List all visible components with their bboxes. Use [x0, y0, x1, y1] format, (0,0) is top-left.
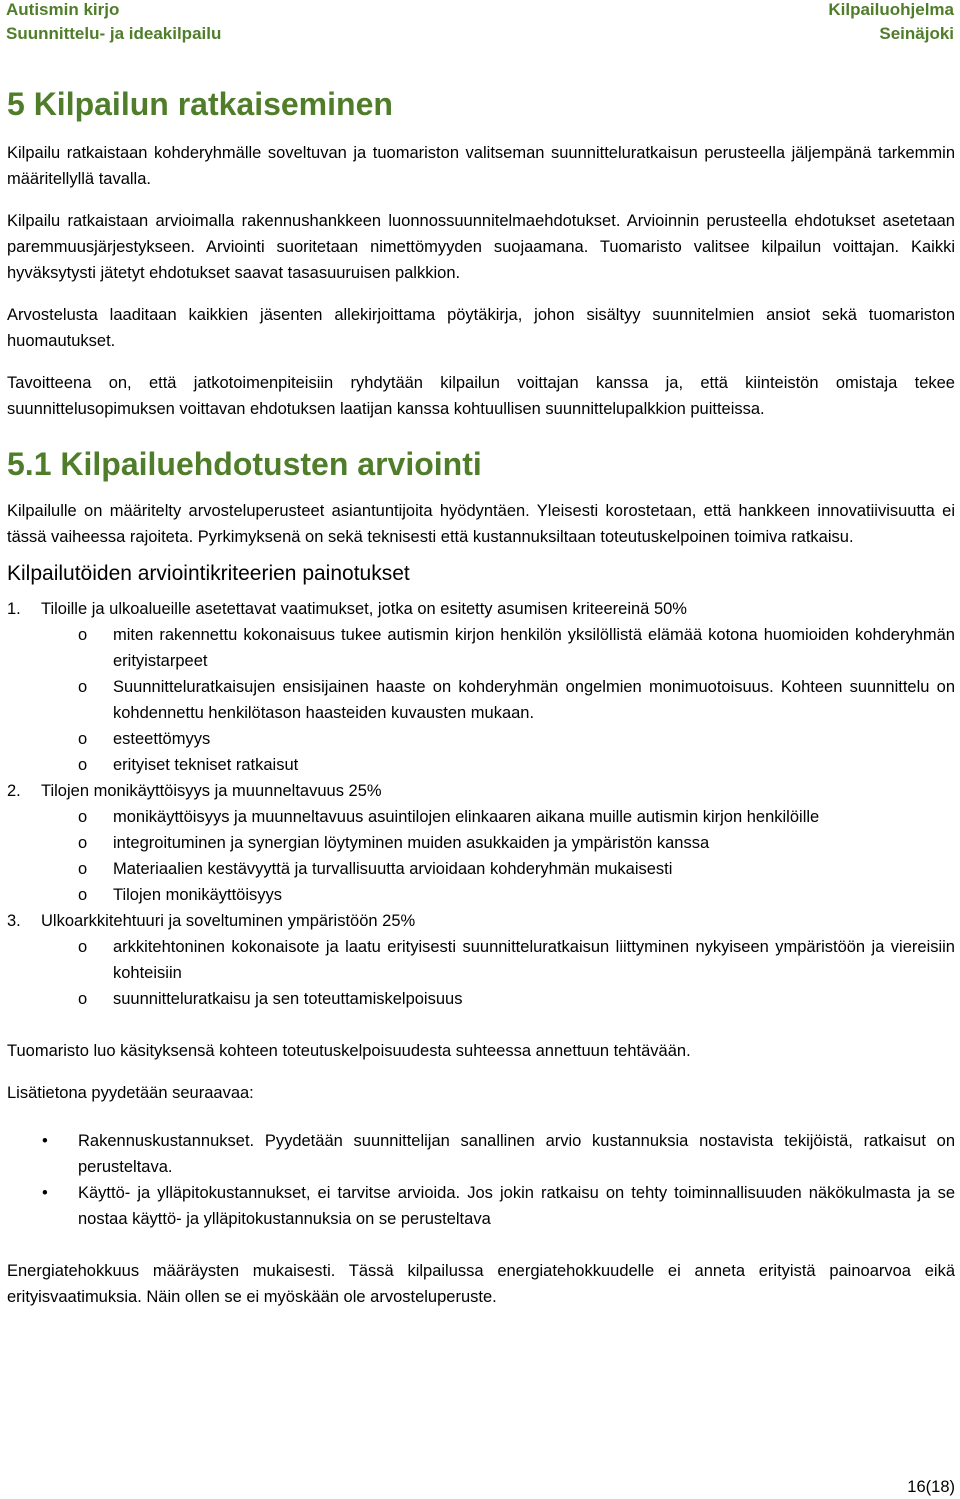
header-city: Seinäjoki: [879, 24, 954, 43]
bullet-icon: •: [42, 1184, 48, 1202]
extra-info-item: • Rakennuskustannukset. Pyydetään suunnittelijan sanallinen arvio kustannuksia nostavista tekijöistä, ratkaisut on perusteltava.: [7, 1128, 955, 1180]
extra-info-intro: Lisätietona pyydetään seuraavaa:: [7, 1084, 254, 1102]
header-competition-type: Suunnittelu- ja ideakilpailu: [6, 24, 222, 43]
criterion-text: Tilojen monikäyttöisyys ja muunneltavuus 25%: [41, 782, 382, 800]
subsection-intro: Kilpailulle on määritelty arvosteluperusteet asiantuntijoita hyödyntäen. Yleisesti korostetaan, että hankkeen innovatiivisuutta ei tässä vaiheessa rajoiteta. Pyrkimyksenä on sekä teknisesti että kustannuksiltaan toteutuskelpoinen toimiva ratkaisu.: [7, 502, 955, 546]
criterion-number: 3.: [7, 912, 21, 930]
after-criteria-paragraph: Tuomaristo luo käsityksensä kohteen toteutuskelpoisuudesta suhteessa annettuun tehtävään.: [7, 1042, 691, 1060]
section-title: 5 Kilpailun ratkaiseminen: [7, 86, 393, 122]
criterion-subitem: o esteettömyys: [7, 726, 955, 752]
section-paragraph-2: Kilpailu ratkaistaan arvioimalla rakennushankkeen luonnossuunnitelmaehdotukset. Arvioinnin perusteella ehdotukset asetetaan paremmuusjärjestykseen. Arviointi suoritetaan nimettömyyden suojaamana. Tuomaristo valitsee kilpailun voittajan. Kaikki hyväksytysti jätetyt ehdotukset saavat tasasuuruisen palkkion.: [7, 212, 955, 282]
closing-paragraph: Energiatehokkuus määräysten mukaisesti. Tässä kilpailussa energiatehokkuudelle ei anneta erityistä painoarvoa eikä erityisvaatimuksia. Näin ollen se ei myöskään ole arvosteluperuste.: [7, 1262, 955, 1306]
criteria-list: [7, 596, 955, 1012]
circle-bullet-icon: o: [78, 886, 88, 904]
subsection-title: 5.1 Kilpailuehdotusten arviointi: [7, 446, 482, 482]
bullet-icon: •: [42, 1132, 48, 1150]
criterion-subitem: o suunnitteluratkaisu ja sen toteuttamiskelpoisuus: [7, 986, 955, 1012]
criterion-text: Tiloille ja ulkoalueille asetettavat vaatimukset, jotka on esitetty asumisen kriteereinä 50%: [41, 600, 687, 618]
criterion-subitem: o miten rakennettu kokonaisuus tukee autismin kirjon henkilön yksilöllistä elämää kotona huomioiden kohderyhmän erityistarpeet: [7, 622, 955, 674]
criterion-subitem: o erityiset tekniset ratkaisut: [7, 752, 955, 778]
criterion-text: Ulkoarkkitehtuuri ja soveltuminen ympäristöön 25%: [41, 912, 416, 930]
criterion-subitem: o Tilojen monikäyttöisyys: [7, 882, 955, 908]
criterion-3: [7, 908, 955, 934]
extra-info-item: • Käyttö- ja ylläpitokustannukset, ei tarvitse arvioida. Jos jokin ratkaisu on tehty toiminnallisuuden näkökulmasta ja se nostaa käyttö- ja ylläpitokustannuksia on se perusteltava: [7, 1180, 955, 1232]
section-paragraph-3: Arvostelusta laaditaan kaikkien jäsenten allekirjoittama pöytäkirja, johon sisältyy suunnitelmien ansiot sekä tuomariston huomautukset.: [7, 306, 955, 350]
circle-bullet-icon: o: [78, 626, 88, 644]
circle-bullet-icon: o: [78, 990, 88, 1008]
criterion-2: [7, 778, 955, 804]
circle-bullet-icon: o: [78, 730, 88, 748]
criterion-number: 2.: [7, 782, 21, 800]
criterion-subitem: o monikäyttöisyys ja muunneltavuus asuintilojen elinkaaren aikana muille autismin kirjon henkilöille: [7, 804, 955, 830]
header-left: [6, 0, 221, 46]
circle-bullet-icon: o: [78, 756, 88, 774]
extra-info-list: [7, 1128, 955, 1232]
header-right: [828, 0, 954, 46]
circle-bullet-icon: o: [78, 808, 88, 826]
criterion-subitem: o Suunnitteluratkaisujen ensisijainen haaste on kohderyhmän ongelmien monimuotoisuus. Kohteen suunnittelu on kohdennettu henkilötason haasteiden kuvausten mukaan.: [7, 674, 955, 726]
header-project-name: Autismin kirjo: [6, 0, 120, 19]
section-paragraph-1: Kilpailu ratkaistaan kohderyhmälle soveltuvan ja tuomariston valitseman suunnitteluratkaisun perusteella jäljempänä tarkemmin määritellyllä tavalla.: [7, 144, 955, 188]
circle-bullet-icon: o: [78, 938, 88, 956]
criterion-subitem: o Materiaalien kestävyyttä ja turvallisuutta arvioidaan kohderyhmän mukaisesti: [7, 856, 955, 882]
criterion-1: [7, 596, 955, 622]
header-document-type: Kilpailuohjelma: [828, 0, 954, 19]
page-number: 16(18): [907, 1478, 955, 1496]
criterion-subitem: o arkkitehtoninen kokonaisote ja laatu erityisesti suunnitteluratkaisun liittyminen nykyiseen ympäristöön ja viereisiin kohteisiin: [7, 934, 955, 986]
section-paragraph-4: Tavoitteena on, että jatkotoimenpiteisiin ryhdytään kilpailun voittajan kanssa ja, että kiinteistön omistaja tekee suunnittelusopimuksen voittavan ehdotuksen laatijan kanssa kohtuullisen suunnittelupalkkion puitteissa.: [7, 374, 955, 418]
circle-bullet-icon: o: [78, 678, 88, 696]
circle-bullet-icon: o: [78, 834, 88, 852]
circle-bullet-icon: o: [78, 860, 88, 878]
criterion-subitem: o integroituminen ja synergian löytyminen muiden asukkaiden ja ympäristön kanssa: [7, 830, 955, 856]
criterion-number: 1.: [7, 600, 21, 618]
criteria-heading: Kilpailutöiden arviointikriteerien painotukset: [7, 562, 410, 585]
document-body: [7, 84, 955, 1310]
